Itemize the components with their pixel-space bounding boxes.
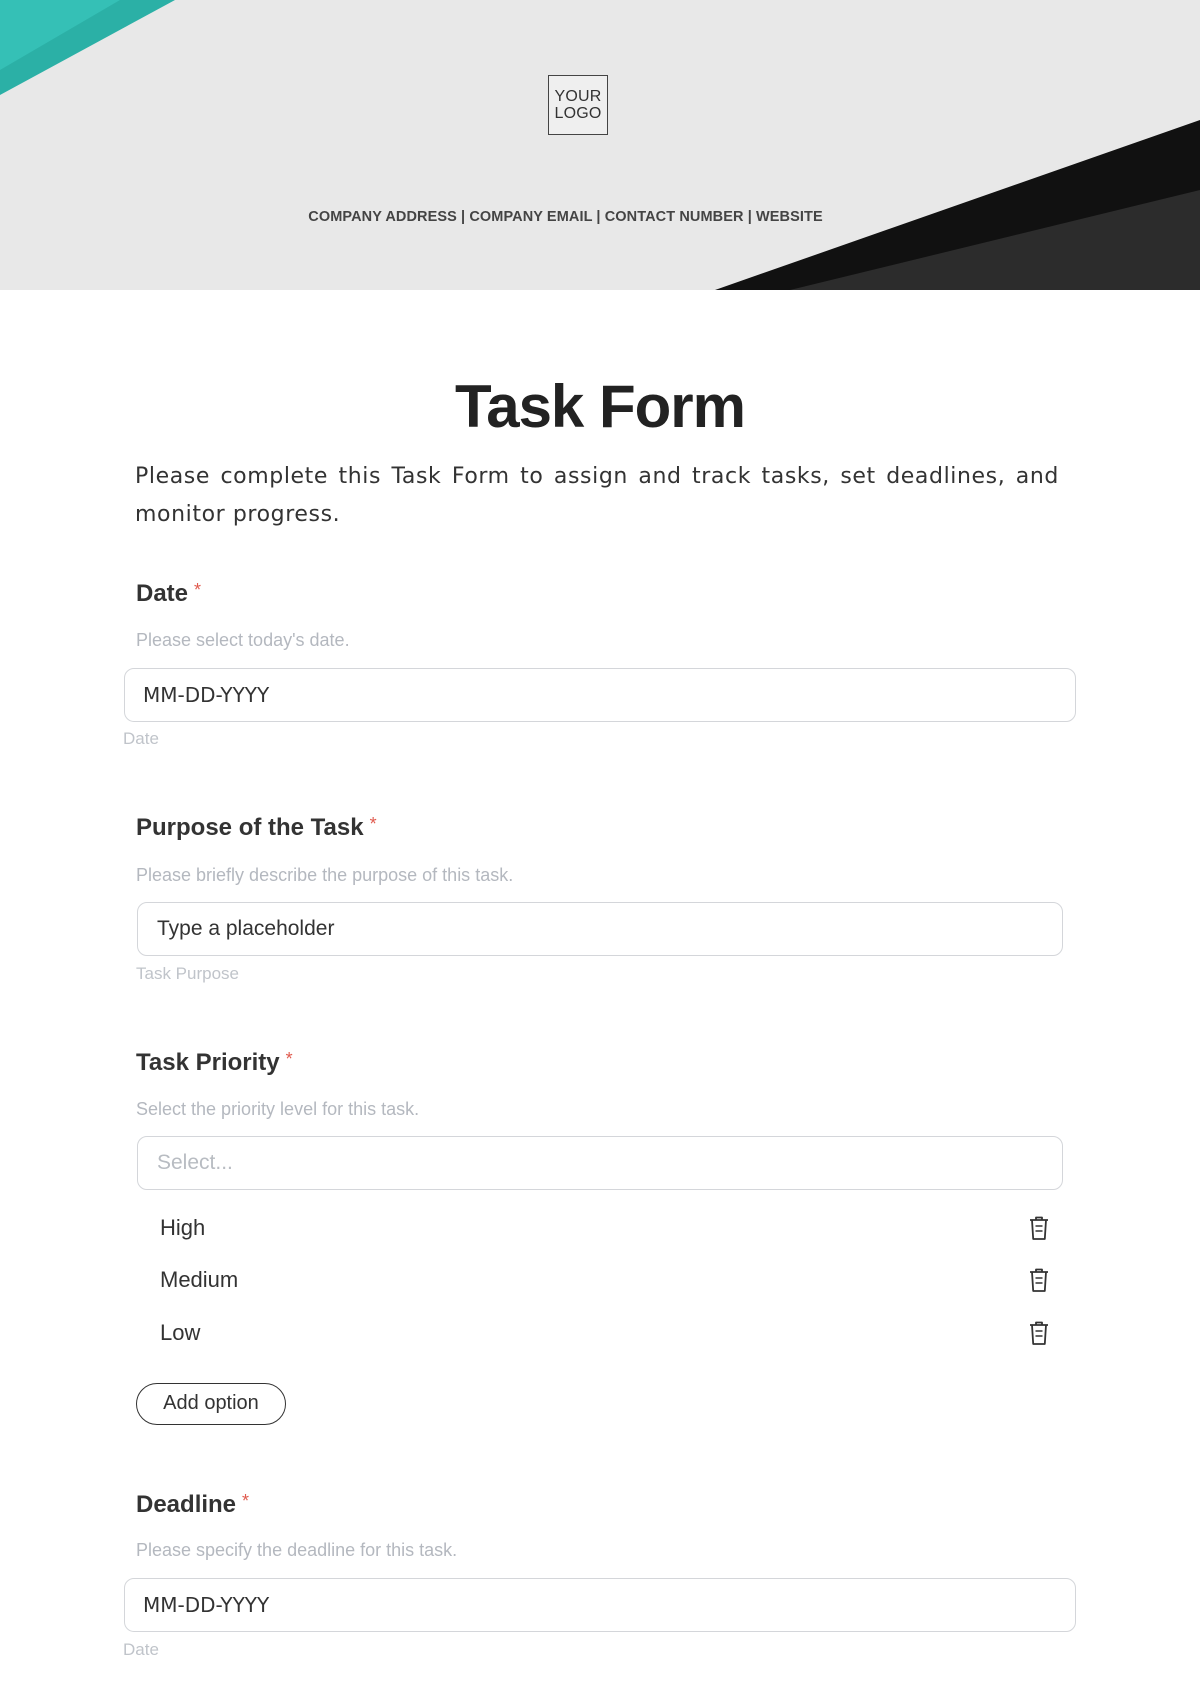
purpose-input-value: Type a placeholder bbox=[157, 917, 335, 940]
page-header bbox=[0, 0, 1200, 290]
priority-option-row bbox=[160, 1208, 1060, 1248]
purpose-input[interactable] bbox=[137, 902, 1063, 956]
date-label bbox=[136, 580, 201, 608]
logo-line-1: YOUR bbox=[554, 88, 602, 105]
priority-select-placeholder: Select... bbox=[157, 1151, 233, 1174]
priority-option-text[interactable]: High bbox=[160, 1215, 206, 1240]
priority-option-text[interactable]: Medium bbox=[160, 1267, 239, 1292]
required-marker: * bbox=[369, 814, 377, 834]
deadline-label-text: Deadline bbox=[136, 1491, 237, 1518]
form-intro: Please complete this Task Form to assign and track tasks, set deadlines, and monitor progress. bbox=[135, 464, 1059, 527]
purpose-label bbox=[136, 814, 377, 842]
date-sub-label: Date bbox=[123, 729, 159, 748]
date-input[interactable] bbox=[124, 668, 1076, 722]
priority-label-text: Task Priority bbox=[136, 1049, 280, 1076]
date-label-text: Date bbox=[136, 580, 189, 607]
trash-icon[interactable] bbox=[1026, 1214, 1052, 1242]
required-marker: * bbox=[242, 1491, 250, 1511]
company-contact-line: COMPANY ADDRESS | COMPANY EMAIL | CONTACT NUMBER | WEBSITE bbox=[308, 209, 823, 225]
priority-option-text[interactable]: Low bbox=[160, 1320, 201, 1345]
date-hint: Please select today's date. bbox=[136, 630, 350, 650]
add-option-button[interactable]: Add option bbox=[136, 1383, 286, 1425]
purpose-label-text: Purpose of the Task bbox=[136, 814, 364, 841]
priority-label bbox=[136, 1049, 293, 1077]
purpose-sub-label: Task Purpose bbox=[136, 964, 239, 983]
deadline-input[interactable] bbox=[124, 1578, 1076, 1632]
required-marker: * bbox=[194, 580, 202, 600]
deadline-hint: Please specify the deadline for this task. bbox=[136, 1540, 458, 1560]
deadline-input-value: MM-DD-YYYY bbox=[143, 1593, 270, 1617]
logo-line-2: LOGO bbox=[554, 105, 602, 122]
priority-option-row bbox=[160, 1313, 1060, 1353]
company-logo bbox=[548, 75, 608, 135]
date-input-value: MM-DD-YYYY bbox=[143, 683, 270, 707]
trash-icon[interactable] bbox=[1026, 1319, 1052, 1347]
trash-icon[interactable] bbox=[1026, 1266, 1052, 1294]
priority-select[interactable] bbox=[137, 1136, 1063, 1190]
header-decoration bbox=[0, 0, 1200, 290]
priority-hint: Select the priority level for this task. bbox=[136, 1099, 420, 1119]
priority-option-row bbox=[160, 1260, 1060, 1300]
deadline-sub-label: Date bbox=[123, 1640, 159, 1659]
deadline-label bbox=[136, 1491, 249, 1519]
required-marker: * bbox=[285, 1049, 293, 1069]
purpose-hint: Please briefly describe the purpose of this task. bbox=[136, 865, 514, 885]
form-title: Task Form bbox=[455, 373, 745, 440]
